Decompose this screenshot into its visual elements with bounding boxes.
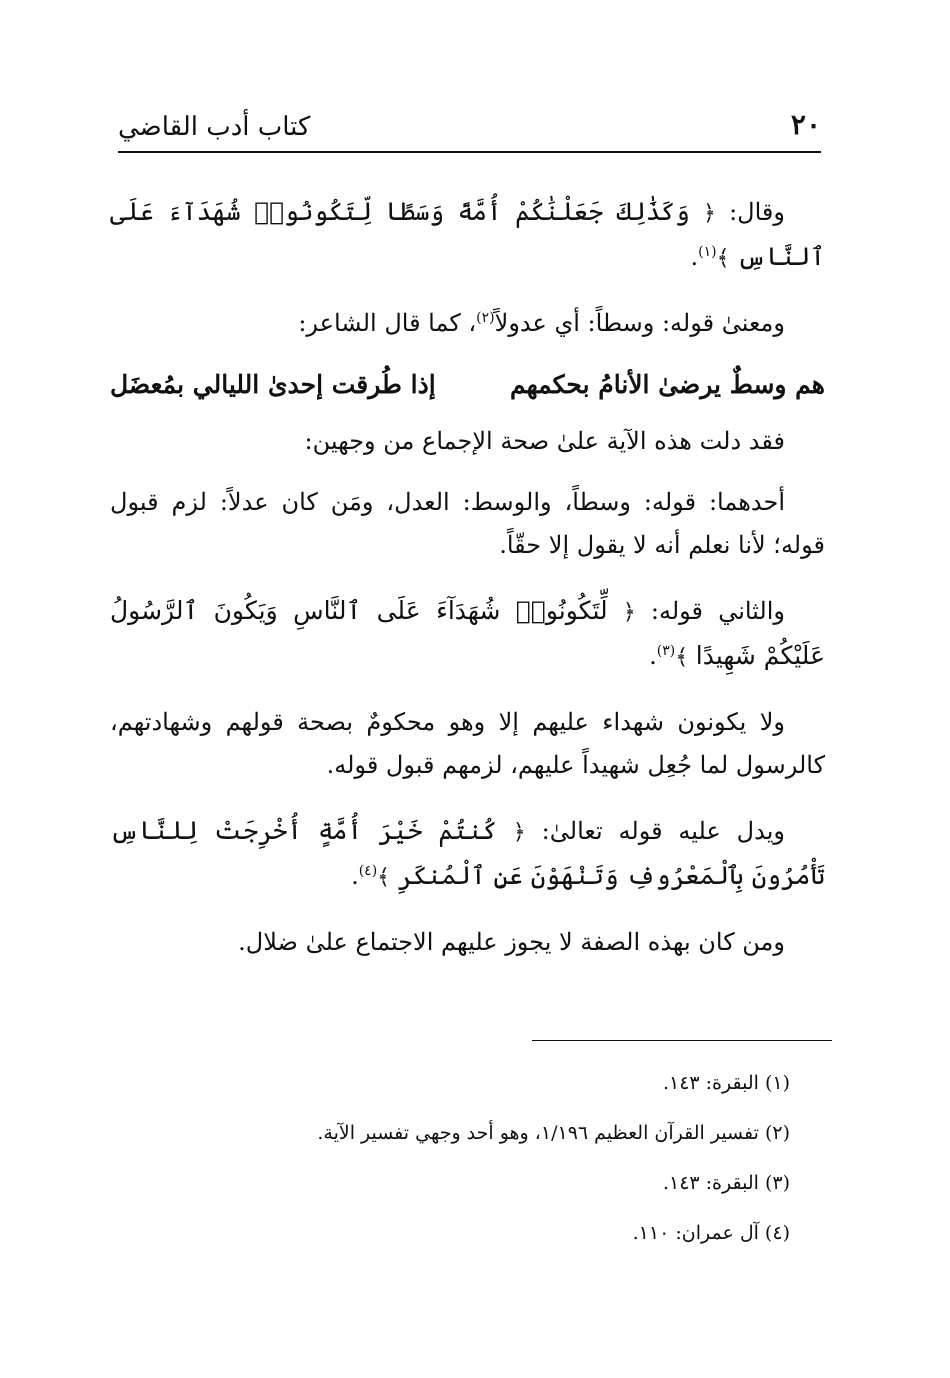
- quran-close-bracket: ﴾: [377, 865, 391, 890]
- main-text: [110, 190, 825, 986]
- paragraph-7-prefix: ويدل عليه قوله تعالىٰ:: [525, 817, 785, 845]
- paragraph-1-prefix: وقال:: [715, 198, 785, 226]
- quran-close-bracket: ﴾: [675, 645, 689, 670]
- paragraph-5-prefix: والثاني قوله:: [635, 597, 785, 625]
- verse-second-hemistich: إذا طُرقت إحدىٰ الليالي بمُعضَل: [110, 370, 436, 399]
- header-rule: [118, 151, 821, 153]
- footnote-ref-1: (١): [698, 244, 717, 260]
- quran-open-bracket: ﴿: [622, 600, 636, 625]
- footnote-ref-3: (٣): [656, 643, 676, 659]
- footnote-ref-2: (٢): [476, 310, 495, 326]
- footnotes: [200, 1058, 790, 1258]
- footnote-separator: [532, 1040, 832, 1041]
- quran-verse-2: لِّتَكُونُوا۟ شُهَدَآءَ عَلَى ٱلنَّاسِ وَيَكُونَ ٱلرَّسُولُ عَلَيْكُمْ شَهِيدًا: [110, 596, 825, 670]
- paragraph-1-end: .: [690, 243, 699, 271]
- paragraph-3: فقد دلت هذه الآية علىٰ صحة الإجماع من وجهين:: [304, 427, 785, 455]
- page-header: [118, 108, 821, 150]
- paragraph-2-end: ، كما قال الشاعر:: [298, 309, 477, 337]
- footnote-2: (٢) تفسير القرآن العظيم ١/١٩٦، وهو أحد وجهي تفسير الآية.: [317, 1122, 790, 1144]
- paragraph-8: ومن كان بهذه الصفة لا يجوز عليهم الاجتماع علىٰ ضلال.: [238, 928, 785, 956]
- quran-verse-3: كُنتُمْ خَيْرَ أُمَّةٍ أُخْرِجَتْ لِلنَّاسِ تَأْمُرُونَ بِٱلْمَعْرُوفِ وَتَنْهَوْنَ عَنِ ٱلْمُنكَرِ: [110, 816, 825, 890]
- running-title: كتاب أدب القاضي: [118, 112, 311, 142]
- paragraph-6: ولا يكونون شهداء عليهم إلا وهو محكومٌ بصحة قولهم وشهادتهم، كالرسول لما جُعِل شهيداً عليهم، لزمهم قبول قوله.: [110, 708, 825, 779]
- verse-first-hemistich: هم وسطٌ يرضىٰ الأنامُ بحكمهم: [510, 370, 825, 399]
- paragraph-1: [110, 190, 825, 280]
- paragraph-7-end: .: [351, 862, 359, 890]
- paragraph-2-text: ومعنىٰ قوله: وسطاً: أي عدولاً: [494, 309, 785, 337]
- footnote-4: (٤) آل عمران: ١١٠.: [632, 1222, 790, 1244]
- paragraph-4: أحدهما: قوله: وسطاً، والوسط: العدل، ومَن كان عدلاً: لزم قبول قوله؛ لأنا نعلم أنه لا يقول إلا حقّاً.: [110, 488, 825, 559]
- paragraph-5-end: .: [649, 642, 657, 670]
- quran-open-bracket: ﴿: [703, 201, 716, 226]
- paragraph-2: [110, 302, 825, 345]
- footnote-3: (٣) البقرة: ١٤٣.: [662, 1172, 790, 1194]
- poetry-verse: [110, 363, 825, 406]
- quran-verse-1: وَكَذَٰلِكَ جَعَلْنَٰكُمْ أُمَّةً وَسَطًا لِّتَكُونُوا۟ شُهَدَآءَ عَلَى ٱلنَّاسِ: [110, 197, 825, 271]
- footnote-ref-4: (٤): [358, 863, 378, 879]
- footnote-1: (١) البقرة: ١٤٣.: [662, 1072, 790, 1094]
- paragraph-5: [110, 589, 825, 679]
- page-number: ٢٠: [790, 108, 821, 141]
- quran-open-bracket: ﴿: [512, 820, 526, 845]
- quran-close-bracket: ﴾: [716, 246, 730, 271]
- paragraph-7: [110, 809, 825, 899]
